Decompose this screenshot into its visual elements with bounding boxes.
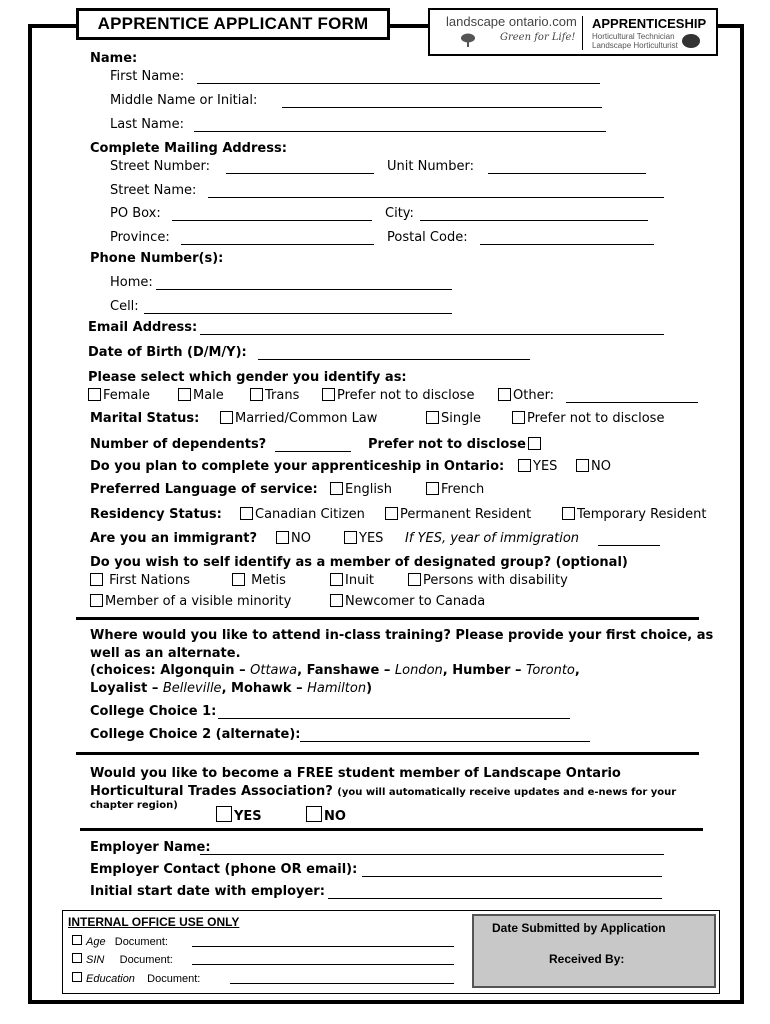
immigration-year-field[interactable]	[598, 532, 660, 546]
logo-divider	[582, 16, 583, 50]
employer-contact-label: Employer Contact (phone OR email):	[90, 862, 358, 877]
email-label: Email Address:	[88, 320, 198, 335]
checkbox[interactable]	[72, 935, 82, 945]
employer-name-field[interactable]	[200, 841, 664, 855]
marital-prefer-not[interactable]	[512, 411, 664, 426]
college-choice-2-field[interactable]	[300, 728, 590, 742]
college-choices-2	[90, 681, 372, 696]
option-label: Prefer not to disclose	[368, 437, 526, 452]
option-label: Member of a visible minority	[105, 594, 292, 609]
checkbox[interactable]	[250, 388, 263, 401]
street-name-label: Street Name:	[110, 183, 197, 198]
option-label: Female	[103, 388, 151, 403]
option-label: NO	[324, 809, 346, 824]
marital-married[interactable]	[220, 411, 377, 426]
checkbox[interactable]	[306, 806, 322, 822]
membership-text: Horticultural Trades Association?	[90, 784, 333, 799]
office-item: Education	[86, 973, 135, 985]
cell-phone-label: Cell:	[110, 299, 139, 314]
employer-contact-field[interactable]	[362, 863, 662, 877]
dob-label: Date of Birth (D/M/Y):	[88, 345, 247, 360]
option-label: Trans	[265, 388, 300, 403]
checkbox[interactable]	[518, 459, 531, 472]
residency-label: Residency Status:	[90, 507, 222, 522]
choices-text: , Mohawk –	[221, 681, 308, 696]
choices-text: Loyalist –	[90, 681, 163, 696]
office-row-sin	[72, 953, 173, 966]
last-name-label: Last Name:	[110, 117, 184, 132]
language-english[interactable]	[330, 482, 392, 497]
middle-name-label: Middle Name or Initial:	[110, 93, 258, 108]
language-label: Preferred Language of service:	[90, 482, 318, 497]
city-hamilton: Hamilton	[307, 681, 367, 696]
ontario-label: Do you plan to complete your apprenticeship in Ontario:	[90, 459, 505, 474]
start-date-label: Initial start date with employer:	[90, 884, 325, 899]
section-divider	[80, 828, 703, 831]
logo-sub2: Landscape Horticulturist	[592, 41, 678, 50]
immigrant-label: Are you an immigrant?	[90, 531, 258, 546]
designated-inuit[interactable]	[330, 573, 374, 588]
option-label: YES	[234, 809, 262, 824]
first-name-label: First Name:	[110, 69, 185, 84]
email-field[interactable]	[200, 321, 664, 335]
option-label: Permanent Resident	[400, 507, 532, 522]
gender-male[interactable]	[178, 388, 224, 403]
membership-question-1: Would you like to become a FREE student member of Landscape Ontario	[90, 766, 621, 781]
option-label: Temporary Resident	[577, 507, 707, 522]
dependents-label: Number of dependents?	[90, 437, 267, 452]
checkbox[interactable]	[178, 388, 191, 401]
option-label: Married/Common Law	[235, 411, 378, 426]
residency-temporary[interactable]	[562, 507, 707, 522]
designated-first-nations[interactable]	[90, 573, 190, 588]
received-by-label: Received By:	[549, 952, 625, 966]
last-name-field[interactable]	[194, 118, 606, 132]
checkbox[interactable]	[498, 388, 511, 401]
gender-trans[interactable]	[250, 388, 299, 403]
section-divider	[76, 617, 699, 620]
gender-female[interactable]	[88, 388, 150, 403]
college-choice-2-label: College Choice 2 (alternate):	[90, 727, 301, 742]
office-row-age	[72, 935, 168, 948]
option-label: Inuit	[345, 573, 375, 588]
gender-question: Please select which gender you identify as:	[88, 370, 407, 385]
form-title: APPRENTICE APPLICANT FORM	[76, 8, 390, 40]
option-label: NO	[591, 459, 611, 474]
office-sin-field[interactable]	[192, 953, 454, 965]
immigrant-note: If YES, year of immigration	[405, 531, 580, 546]
checkbox[interactable]	[562, 507, 575, 520]
choices-text: , Fanshawe –	[297, 663, 395, 678]
option-label: Prefer not to disclose	[527, 411, 665, 426]
checkbox[interactable]	[232, 573, 245, 586]
option-label: Male	[193, 388, 224, 403]
checkbox[interactable]	[240, 507, 253, 520]
gender-other-field[interactable]	[566, 389, 698, 403]
province-field[interactable]	[181, 231, 374, 245]
checkbox[interactable]	[385, 507, 398, 520]
city-london: London	[394, 663, 443, 678]
college-question-2: well as an alternate.	[90, 646, 241, 661]
office-age-field[interactable]	[192, 935, 454, 947]
marital-label: Marital Status:	[90, 411, 200, 426]
choices-text: )	[366, 681, 373, 696]
office-row-education	[72, 972, 200, 985]
section-divider	[76, 752, 699, 755]
office-item: Age	[86, 936, 106, 948]
option-label: Persons with disability	[423, 573, 568, 588]
marital-single[interactable]	[426, 411, 481, 426]
checkbox[interactable]	[330, 482, 343, 495]
city-field[interactable]	[420, 207, 648, 221]
option-label: NO	[291, 531, 311, 546]
checkbox[interactable]	[88, 388, 101, 401]
checkbox[interactable]	[72, 953, 82, 963]
designated-visible-minority[interactable]	[90, 594, 291, 609]
checkbox[interactable]	[72, 972, 82, 982]
designated-disability[interactable]	[408, 573, 568, 588]
checkbox[interactable]	[512, 411, 525, 424]
option-label: YES	[533, 459, 558, 474]
membership-question-3: chapter region)	[90, 800, 178, 811]
option-label: Metis	[251, 573, 286, 588]
membership-yes[interactable]	[216, 806, 262, 824]
po-box-field[interactable]	[172, 207, 372, 221]
designated-newcomer[interactable]	[330, 594, 485, 609]
home-phone-field[interactable]	[156, 276, 452, 290]
option-label: Prefer not to disclose	[337, 388, 475, 403]
employer-name-label: Employer Name:	[90, 840, 211, 855]
checkbox[interactable]	[90, 594, 103, 607]
dependents-prefer[interactable]	[368, 437, 543, 452]
name-heading: Name:	[90, 51, 138, 66]
immigrant-no[interactable]	[276, 531, 311, 546]
logo-apprenticeship: APPRENTICESHIP	[592, 16, 707, 31]
immigrant-yes[interactable]	[344, 531, 383, 546]
college-choice-1-label: College Choice 1:	[90, 704, 217, 719]
city-belleville: Belleville	[162, 681, 222, 696]
choices-text: (choices: Algonquin –	[90, 663, 251, 678]
option-label: English	[345, 482, 392, 497]
cell-phone-field[interactable]	[144, 300, 452, 314]
office-doc: Document:	[114, 936, 168, 948]
street-number-field[interactable]	[226, 160, 374, 174]
logo-url: landscape ontario.com	[446, 14, 577, 29]
checkbox[interactable]	[528, 437, 541, 450]
home-phone-label: Home:	[110, 275, 153, 290]
language-french[interactable]	[426, 482, 484, 497]
checkbox[interactable]	[322, 388, 335, 401]
checkbox[interactable]	[90, 573, 103, 586]
checkbox[interactable]	[330, 594, 343, 607]
choices-text: , Humber –	[442, 663, 526, 678]
office-use-title: INTERNAL OFFICE USE ONLY	[68, 915, 240, 929]
street-number-label: Street Number:	[110, 159, 211, 174]
postal-code-field[interactable]	[480, 231, 654, 245]
start-date-field[interactable]	[328, 885, 662, 899]
seal-icon	[682, 34, 700, 48]
college-question-1: Where would you like to attend in-class training? Please provide your first choice, as	[90, 628, 714, 643]
membership-no[interactable]	[306, 806, 346, 824]
checkbox[interactable]	[330, 573, 343, 586]
province-label: Province:	[110, 230, 170, 245]
checkbox[interactable]	[426, 411, 439, 424]
phone-heading: Phone Number(s):	[90, 251, 224, 266]
city-toronto: Toronto	[526, 663, 575, 678]
option-label: First Nations	[109, 573, 190, 588]
unit-number-label: Unit Number:	[387, 159, 474, 174]
po-box-label: PO Box:	[110, 206, 161, 221]
postal-code-label: Postal Code:	[387, 230, 468, 245]
checkbox[interactable]	[276, 531, 289, 544]
dependents-field[interactable]	[275, 438, 351, 452]
dob-field[interactable]	[258, 346, 530, 360]
college-choices-1	[90, 663, 580, 678]
office-item: SIN	[86, 954, 105, 966]
checkbox[interactable]	[344, 531, 357, 544]
ontario-no[interactable]	[576, 459, 611, 474]
logo-tagline: Green for Life!	[500, 32, 576, 43]
checkbox[interactable]	[576, 459, 589, 472]
gender-other[interactable]	[498, 388, 554, 403]
designated-question: Do you wish to self identify as a member of designated group? (optional)	[90, 555, 628, 570]
office-doc: Document:	[119, 954, 173, 966]
ontario-yes[interactable]	[518, 459, 557, 474]
date-submitted-label: Date Submitted by Application	[492, 921, 666, 935]
checkbox[interactable]	[220, 411, 233, 424]
choices-text: ,	[574, 663, 580, 678]
college-choice-1-field[interactable]	[218, 705, 570, 719]
checkbox[interactable]	[426, 482, 439, 495]
logo-box	[428, 8, 718, 56]
option-label: Single	[441, 411, 481, 426]
residency-citizen[interactable]	[240, 507, 365, 522]
option-label: Newcomer to Canada	[345, 594, 486, 609]
first-name-field[interactable]	[197, 70, 600, 84]
street-name-field[interactable]	[208, 184, 664, 198]
logo-sub1: Horticultural Technician	[592, 32, 675, 41]
checkbox[interactable]	[408, 573, 421, 586]
option-label: French	[441, 482, 485, 497]
option-label: YES	[359, 531, 384, 546]
option-label: Other:	[513, 388, 555, 403]
middle-name-field[interactable]	[282, 94, 602, 108]
membership-note: (you will automatically receive updates and e-news for your	[337, 787, 677, 798]
option-label: Canadian Citizen	[255, 507, 365, 522]
residency-permanent[interactable]	[385, 507, 531, 522]
gender-prefer-not[interactable]	[322, 388, 474, 403]
checkbox[interactable]	[216, 806, 232, 822]
address-heading: Complete Mailing Address:	[90, 141, 287, 156]
office-doc: Document:	[147, 973, 201, 985]
office-education-field[interactable]	[230, 972, 454, 984]
city-label: City:	[385, 206, 414, 221]
tree-icon	[460, 32, 476, 46]
membership-question-2	[90, 784, 676, 799]
designated-metis[interactable]	[232, 573, 286, 588]
unit-number-field[interactable]	[488, 160, 646, 174]
city-ottawa: Ottawa	[250, 663, 298, 678]
